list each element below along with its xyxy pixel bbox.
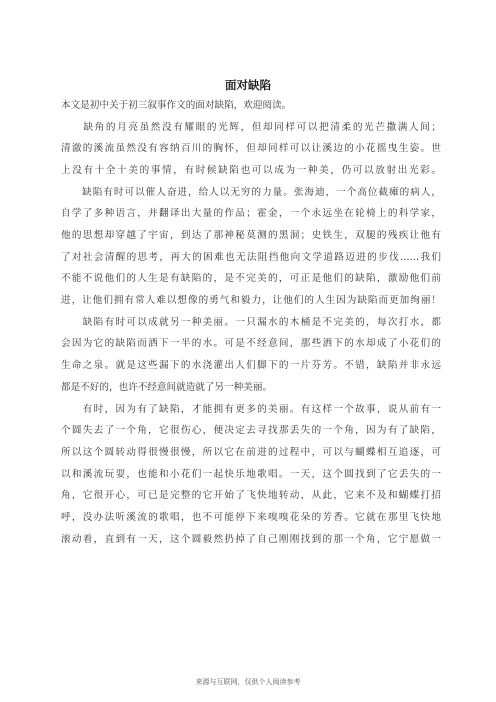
body-line: 角，它很开心，可已是完整的它开始了飞快地转动，从此，它来不及和蝴蝶打招 bbox=[61, 490, 441, 501]
body-line: 进，让他们拥有常人难以想像的勇气和毅力，让他们的人生因为缺陷而更加绚丽！ bbox=[61, 295, 441, 306]
body-line: 了对社会清醒的思考，再大的困难也无法阻挡他向文学道路迈进的步伐……我们 bbox=[61, 252, 441, 263]
body-line: 缺陷有时可以催人奋进，给人以无穷的力量。张海迪，一个高位截瘫的病人， bbox=[61, 187, 441, 198]
body-line: 呼，没办法听溪流的歌唱，也不可能停下来嗅嗅花朵的芳香。它就在那里飞快地 bbox=[61, 512, 441, 523]
body-line: 清澈的溪流虽然没有容纳百川的胸怀，但却同样可以让溪边的小花摇曳生姿。世 bbox=[61, 143, 441, 154]
page-footer: 来源与互联网，仅供个人阅读参考 bbox=[195, 678, 301, 686]
body-line: 有时，因为有了缺陷，才能拥有更多的美丽。有这样一个故事，说从前有一 bbox=[61, 404, 441, 415]
body-line: 缺陷有时可以成就另一种美丽。一只漏水的木桶是不完美的，每次打水，都 bbox=[61, 317, 441, 328]
body-line: 都是不好的，也许不经意间就造就了另一种美丽。 bbox=[61, 382, 273, 393]
body-line: 生命之泉。就是这些漏下的水浇灌出人们脚下的一片芬芳。不错，缺陷并非永远 bbox=[61, 360, 441, 371]
body-line: 个圆失去了一个角，它很伤心，便决定去寻找那丢失的一个角，因为有了缺陷， bbox=[61, 425, 441, 436]
document-title: 面对缺陷 bbox=[225, 78, 271, 92]
body-line: 会因为它的缺陷而洒下一半的水。可是不经意间，那些洒下的水却成了小花们的 bbox=[61, 338, 441, 349]
body-line: 所以这个圆转动得很慢很慢，所以它在前进的过程中，可以与蝴蝶相互追逐，可 bbox=[61, 447, 441, 458]
body-line: 他的思想却穿越了宇宙，到达了那神秘莫测的黑洞；史铁生，双腿的残疾让他有 bbox=[61, 230, 441, 241]
body-line: 不能不说他们的人生是有缺陷的，是不完美的，可正是他们的缺陷，激励他们前 bbox=[61, 273, 441, 284]
body-line: 上没有十全十美的事情，有时候缺陷也可以成为一种美，仍可以放射出光彩。 bbox=[61, 165, 441, 176]
body-line: 滚动着，直到有一天，这个圆毅然扔掉了自己刚刚找到的那一个角，它宁愿做一 bbox=[61, 534, 441, 545]
intro-line: 本文是初中关于初三叙事作文的面对缺陷，欢迎阅读。 bbox=[61, 100, 292, 111]
body-line: 自学了多种语言，并翻译出大量的作品；霍金，一个永远坐在轮椅上的科学家， bbox=[61, 208, 441, 219]
body-line: 以和溪流玩耍，也能和小花们一起快乐地歌唱。一天，这个圆找到了它丢失的一 bbox=[61, 469, 441, 480]
body-line: 缺角的月亮虽然没有耀眼的光辉，但却同样可以把清柔的光芒撒满人间； bbox=[61, 122, 441, 133]
